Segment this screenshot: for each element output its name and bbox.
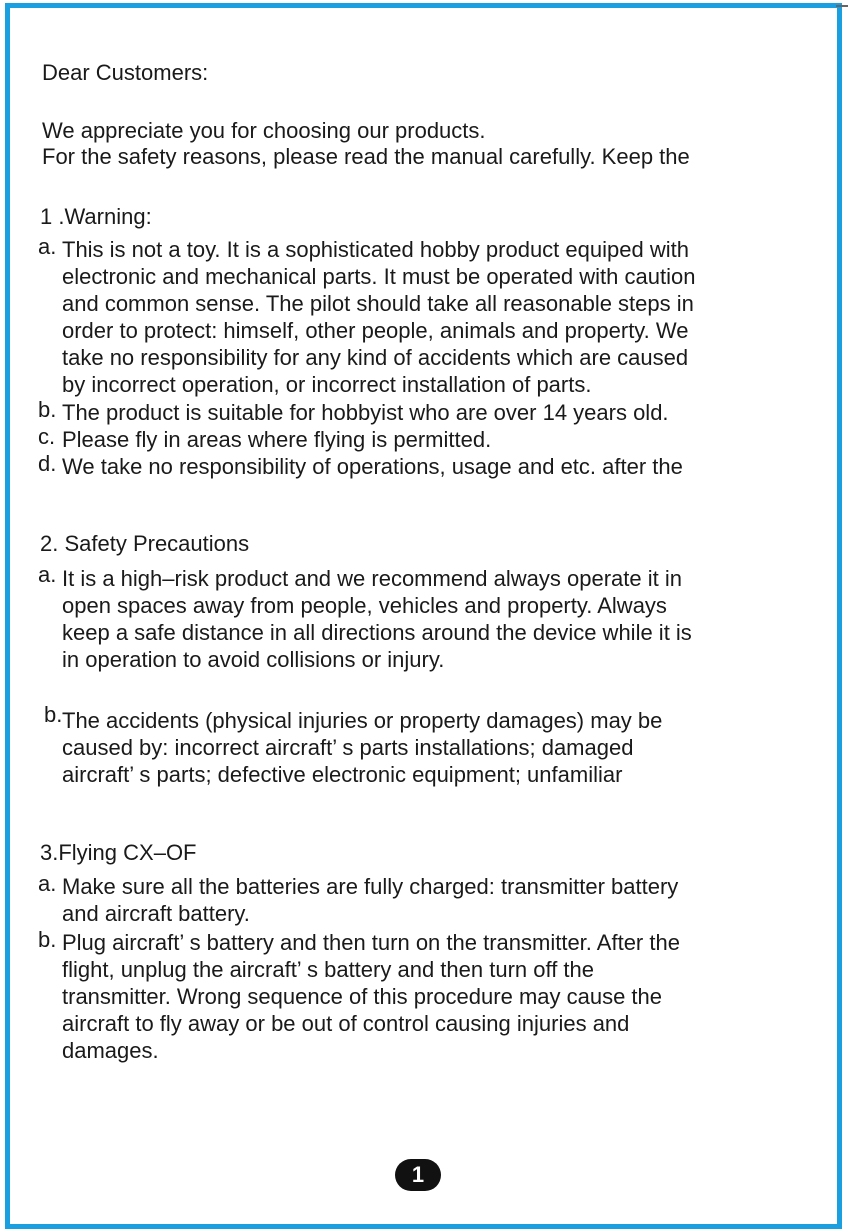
section1-a-line: take no responsibility for any kind of accidents which are caused [62,345,689,370]
section1-a-line: This is not a toy. It is a sophisticated hobby product equiped with [62,237,689,262]
section1-b-text: The product is suitable for hobbyist who are over 14 years old. [62,400,669,425]
section1-b-label: b. [38,397,57,422]
section1-a-line: by incorrect operation, or incorrect installation of parts. [62,372,592,397]
section3-title: 3.Flying CX–OF [40,840,197,865]
section1-a-line: order to protect: himself, other people, animals and property. We [62,318,689,343]
section2-a-line: in operation to avoid collisions or injury. [62,647,445,672]
section1-title: 1 .Warning: [40,204,152,229]
section3-a-line: and aircraft battery. [62,901,250,926]
section2-title: 2. Safety Precautions [40,531,250,556]
section2-a-line: open spaces away from people, vehicles and property. Always [62,593,667,618]
section1-a-line: and common sense. The pilot should take all reasonable steps in [62,291,694,316]
section1-d-text: We take no responsibility of operations, usage and etc. after the [62,454,683,479]
section2-a-line: keep a safe distance in all directions around the device while it is [62,620,692,645]
intro-line-2: For the safety reasons, please read the manual carefully. Keep the [42,144,690,169]
greeting: Dear Customers: [42,60,209,85]
section1-a-line: electronic and mechanical parts. It must be operated with caution [62,264,696,289]
section2-a-line: It is a high–risk product and we recommend always operate it in [62,566,682,591]
section3-b-line: Plug aircraft’ s battery and then turn on the transmitter. After the [62,930,680,955]
section1-c-label: c. [38,424,56,449]
section2-b-line: The accidents (physical injuries or property damages) may be [62,708,663,733]
section3-b-line: flight, unplug the aircraft’ s battery and then turn off the [62,957,594,982]
section3-a-label: a. [38,871,57,896]
section1-c-text: Please fly in areas where flying is permitted. [62,427,492,452]
section3-b-line: damages. [62,1038,159,1063]
section2-b-label: b. [44,702,63,727]
corner-mark [836,5,848,7]
section1-a-label: a. [38,234,57,259]
page-number-badge: 1 [395,1159,441,1191]
section3-b-label: b. [38,927,57,952]
section3-a-line: Make sure all the batteries are fully charged: transmitter battery [62,874,679,899]
section2-b-line: aircraft’ s parts; defective electronic equipment; unfamiliar [62,762,623,787]
section1-d-label: d. [38,451,57,476]
intro-line-1: We appreciate you for choosing our products. [42,118,486,143]
section3-b-line: aircraft to fly away or be out of control causing injuries and [62,1011,630,1036]
section2-b-line: caused by: incorrect aircraft’ s parts installations; damaged [62,735,634,760]
section3-b-line: transmitter. Wrong sequence of this procedure may cause the [62,984,663,1009]
section2-a-label: a. [38,562,57,587]
